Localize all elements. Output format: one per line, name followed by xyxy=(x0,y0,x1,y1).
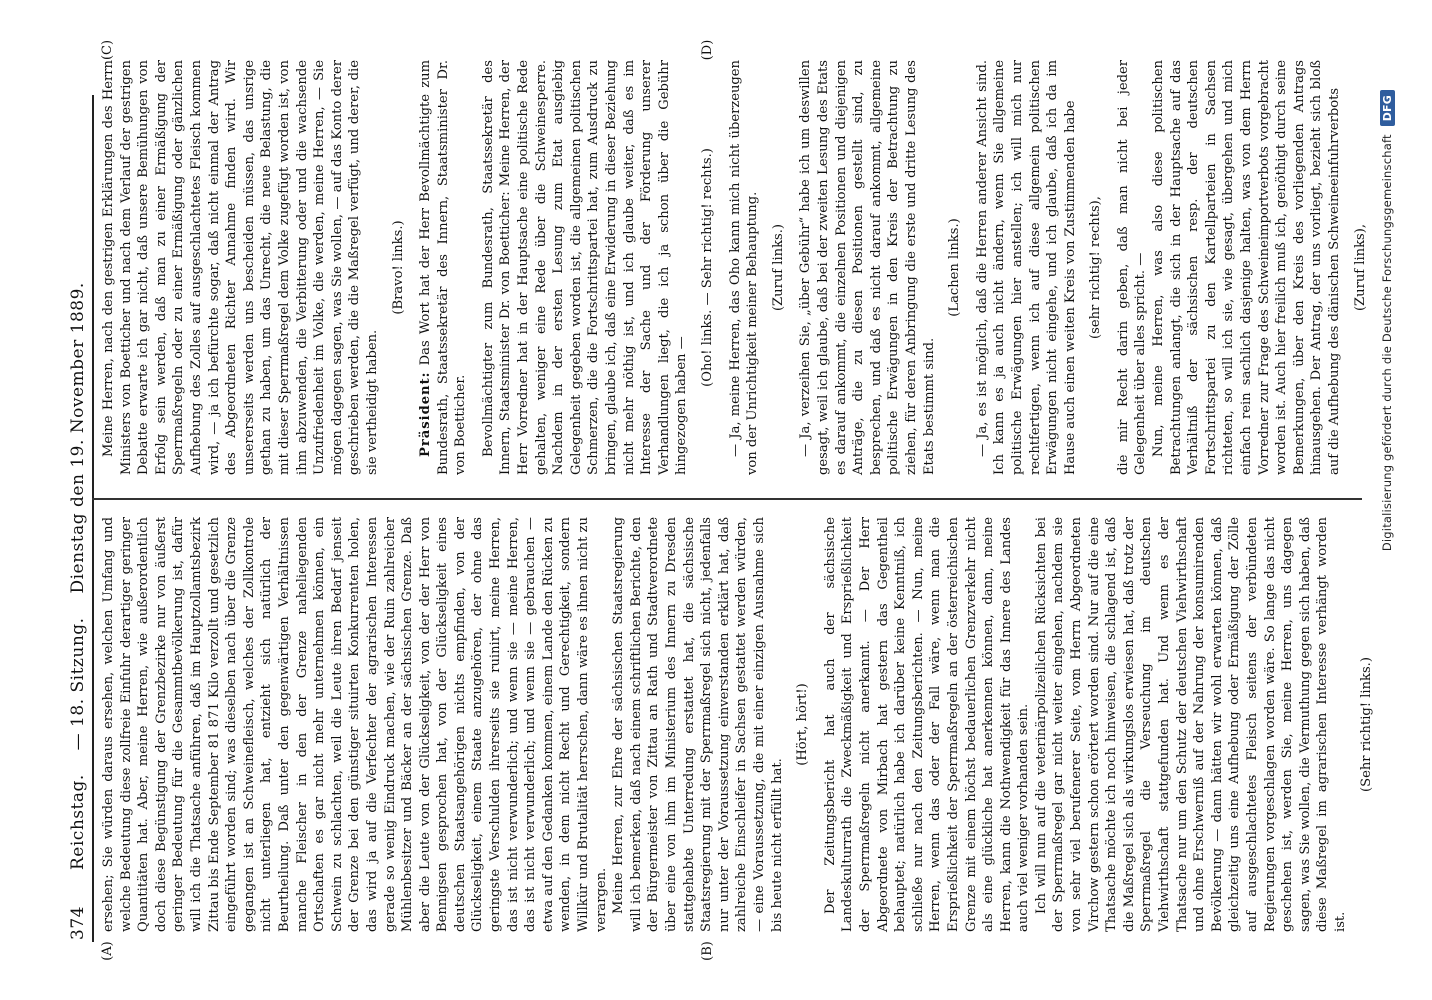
paragraph: Der Zeitungsbericht hat auch der sächsische Landeskulturrath die Zweckmäßigkeit und Ersprießlichkeit der Sperrmaßregeln nicht anerkannt. — Der Herr Abgeordnete von Mirbach hat gestern das Gegentheil behauptet; natürlich habe ich darüber keine Kenntniß, ich schließe nur nach den Zeitungsberichten. — Nun, meine Herren, wenn das oder der Fall wäre, wenn man die Ersprießlichkeit der Sperrmaßregeln an der österreichischen Grenze mit einem höchst bedauerlichen Grenzverkehr nicht als eine glückliche hat anerkennen können, dann, meine Herren, kann die Nothwendigkeit für das Innere des Landes auch viel weniger vorhanden sein. xyxy=(822,517,1032,932)
paragraph: — Ja, meine Herren, das Oho kann mich nicht überzeugen von der Unrichtigkeit meiner Behauptung. xyxy=(727,60,761,475)
dfg-logo: DFG xyxy=(1380,90,1395,126)
column-divider xyxy=(92,498,1362,500)
margin-marker-d: (D) xyxy=(700,39,715,61)
margin-marker-c: (C) xyxy=(100,39,115,61)
paragraph: Meine Herren, zur Ehre der sächsischen Staatsregierung will ich bemerken, daß nach einem schriftlichen Berichte, den der Bürgermeister von Zittau an Rath und Stadtverordnete über eine von ihm im Ministerium des Innern zu Dresden stattgehabte Unterredung erstattet hat, die sächsische Staatsregierung mit der Sperrmaßregel sich nicht, jedenfalls nur unter der Voraussetzung einverstanden erklärt hat, daß zahlreiche Einschleifer in Sachsen gestattet werden würden, — eine Voraussetzung, die mit einer einzigen Ausnahme sich bis heute nicht erfüllt hat. xyxy=(611,517,785,932)
paragraph: Meine Herren, nach den gestrigen Erklärungen des Herrn Ministers von Boetticher und nach dem Verlauf der gestrigen Debatte erwarte ich gar nicht, daß unsere Bemühungen von Erfolg sein werden, daß man zu einer Ermäßigung der Sperrmaßregeln oder zu einer Ermäßigung oder gänzlichen Aufhebung des Zolles auf ausgeschlachtetes Fleisch kommen wird, — ja ich befürchte sogar, daß nicht einmal der Antrag des Abgeordneten Richter Annahme finden wird. Wir unsererseits werden uns bescheiden müssen, das unsrige gethan zu haben, um das Unrecht, die neue Belastung, die mit dieser Sperrmaßregel dem Volke zugefügt worden ist, von ihm abzuwenden, die Verbitterung oder und die wachsende Unzufriedenheit im Volke, die werden, meine Herren, — Sie mögen dagegen sagen, was Sie wollen, — auf das Konto derer geschrieben werden, die die Maßregel verfügt, und derer, die sie vertheidigt haben. xyxy=(101,60,380,475)
speaker-name: Präsident: xyxy=(418,371,434,457)
digitization-credit xyxy=(1380,90,1395,940)
stage-direction: (Bravo! links.) xyxy=(390,220,406,315)
header-rule xyxy=(92,95,94,942)
header-title xyxy=(68,95,88,880)
paragraph: die mir Recht darin geben, daß man nicht bei jeder Gelegenheit über alles spricht. — xyxy=(1115,60,1149,475)
stage-direction: (Zuruf links.) xyxy=(770,223,786,312)
paragraph: — Ja, es ist möglich, daß die Herren anderer Ansicht sind. Ich kann es ja auch nicht ändern, wenn Sie allgemeine politische Erwägungen hier anstellen; ich will mich nur rechtfertigen, wenn ich auf diese allgemein politischen Erwägungen nicht eingehe, und ich glaube, daß ich da im Hause auch einen weiten Kreis von Zustimmenden habe xyxy=(974,60,1078,475)
speaker-text: Das Wort hat der Herr Bevollmächtigte zum Bundesrath, Staatssekretär des Innern, Staatsminister Dr. von Boetticher. xyxy=(418,60,469,475)
credit-text: Digitalisierung gefördert durch die Deutsche Forschungsgemeinschaft xyxy=(1380,134,1394,552)
stage-direction: (Lachen links.) xyxy=(947,218,963,317)
paragraph: — Ja, verzeihen Sie, „über Gebühr“ habe ich um deswillen gesagt, weil ich glaube, daß bei der zweiten Lesung des Etats es darauf ankommt, die einzelnen Positionen und diejenigen Anträge, die zu diesen Positionen gestellt sind, zu besprechen, und daß es nicht darauf ankommt, allgemeine politische Erwägungen in den Kreis der Betrachtung zu ziehen, für deren Anbringung die erste und dritte Lesung des Etats bestimmt sind. xyxy=(798,60,937,475)
margin-marker-a: (A) xyxy=(100,941,115,961)
header-session: — 18. Sitzung. xyxy=(68,617,88,751)
page-number: 374 xyxy=(68,906,88,940)
margin-marker-b: (B) xyxy=(700,941,715,961)
paragraph: Ich will nun auf die veterinärpolizeilichen Rücksichten bei der Sperrmaßregel gar nicht weiter eingehen, nachdem sie von sehr viel berufenerer Seite, vom Herrn Abgeordneten Virchow gestern schon erörtert worden sind. Nur auf die eine Thatsache möchte ich noch hinweisen, die schlagend ist, daß die Maßregel sich als wirkungslos erwiesen hat, daß trotz der Sperrmaßregel die Verseuchung im deutschen Viehwirthschaft stattgefunden hat. Und wenn es der Thatsache nur um den Schutz der deutschen Viehwirthschaft und ohne Erschwerniß auf der Nahrung der konsumirenden Bevölkerung — dann hätten wir wohl erwarten können, daß gleichzeitig uns eine Aufhebung oder Ermäßigung der Zölle auf ausgeschlachtetes Fleisch seitens der verbündeten Regierungen vorgeschlagen worden wäre. So lange das nicht geschehen ist, werden Sie, meine Herren, uns dagegen sagen, was Sie wollen, die Vermuthung gegen sich haben, daß diese Maßregel im agrarischen Interesse verhängt worden ist. xyxy=(1033,517,1348,932)
header-publication: Reichstag. xyxy=(68,774,88,870)
paragraph: ersehen; Sie würden daraus ersehen, welchen Umfang und welche Bedeutung diese zollfreie Einfuhr derartiger geringer Quantitäten hat. Aber, meine Herren, wie außerordentlich doch diese Begünstigung der Grenzbezirke nur von äußerst geringer Bedeutung für die Gesammtbevölkerung ist, dafür will ich die Thatsache anführen, daß im Hauptzollamtsbezirk Zittau bis Ende September 81 871 Kilo verzollt und gesetzlich eingeführt worden sind; was dieselben nach über die Grenze gegangen ist an Schweinefleisch, welches der Zollkontrole nicht unterliegen hat, entzieht sich natürlich der Beurtheilung. Daß unter den gegenwärtigen Verhältnissen manche Fleischer in den der Grenze naheliegenden Ortschaften es gar nicht mehr unternehmen können, ein Schwein zu schlachten, weil die Leute ihren Bedarf jenseit der Grenze bei den günstiger situirten Konkurrenten holen, das wird ja auf die Verfechter der agrarischen Interessen gerade so wenig Eindruck machen, wie der Ruin zahlreicher Mühlenbesitzer und Bäcker an der sächsischen Grenze. Daß aber die Leute von der Glückseligkeit, von der der Herr von Bennigsen gesprochen hat, von der Glückseligkeit eines deutschen Staatsangehörigen nichts empfinden, von der Glückseligkeit, einem Staate anzugehören, der ohne das geringste Verschulden ihrerseits sie ruinirt, meine Herren, das ist nicht verwunderlich; und wenn sie — meine Herren, das ist nicht verwunderlich; und wenn sie — gebrauchen — etwa auf den Gedanken kommen, einem Lande den Rücken zu wenden, in dem nicht Recht und Gerechtigkeit, sondern Willkür und Brutalität herrschen, dann wäre es ihnen nicht zu verargen. xyxy=(101,517,609,932)
paragraph: Bevollmächtigter zum Bundesrath, Staatssekretär des Innern, Staatsminister Dr. von Boetticher: Meine Herren, der Herr Vorredner hat in der Hauptsache eine politische Rede gehalten, weniger eine Rede über die Schweinesperre. Nachdem in der ersten Lesung zum Etat ausgiebig Gelegenheit gegeben worden ist, die allgemeinen politischen Schmerzen, die die Fortschrittspartei hat, zum Ausdruck zu bringen, glaube ich, daß eine Erwiderung in dieser Beziehung nicht mehr nöthig ist, und ich glaube weiter, daß es im Interesse der Sache und der Förderung unserer Verhandlungen liegt, die ich ja schon über die Gebühr hingezogen haben — xyxy=(480,60,690,475)
stage-direction: (sehr richtig! rechts), xyxy=(1088,196,1104,339)
header-date: Dienstag den 19. November 1889. xyxy=(68,282,88,594)
stage-direction: (Hört, hört!) xyxy=(795,683,811,766)
paragraph: Nun, meine Herren, was also diese politischen Betrachtungen anlangt, die sich in der Hauptsache auf das Verhältniß der sächsischen resp. der deutschen Fortschrittspartei zu den Kartellparteien in Sachsen richteten, so will ich sie, wie gesagt, übergehen und mich einfach rein sachlich dasjenige halten, was von dem Herrn Vorredner zur Frage des Schweineimportverbots vorgebracht worden ist. Auch hier freilich muß ich, genöthigt durch seine Bemerkungen, über den Kreis des vorliegenden Antrags hinausgehen. Der Antrag, der uns vorliegt, bezieht sich bloß auf die Aufhebung des dänischen Schweineeinfuhrverbots xyxy=(1151,60,1342,475)
stage-direction: (Sehr richtig! links.) xyxy=(1358,657,1374,792)
page-header xyxy=(62,95,88,940)
stage-direction: (Oho! links. — Sehr richtig! rechts.) xyxy=(700,148,715,387)
stage-direction: (Zuruf links), xyxy=(1352,223,1368,312)
right-column xyxy=(100,60,1379,475)
left-column xyxy=(100,517,1385,932)
